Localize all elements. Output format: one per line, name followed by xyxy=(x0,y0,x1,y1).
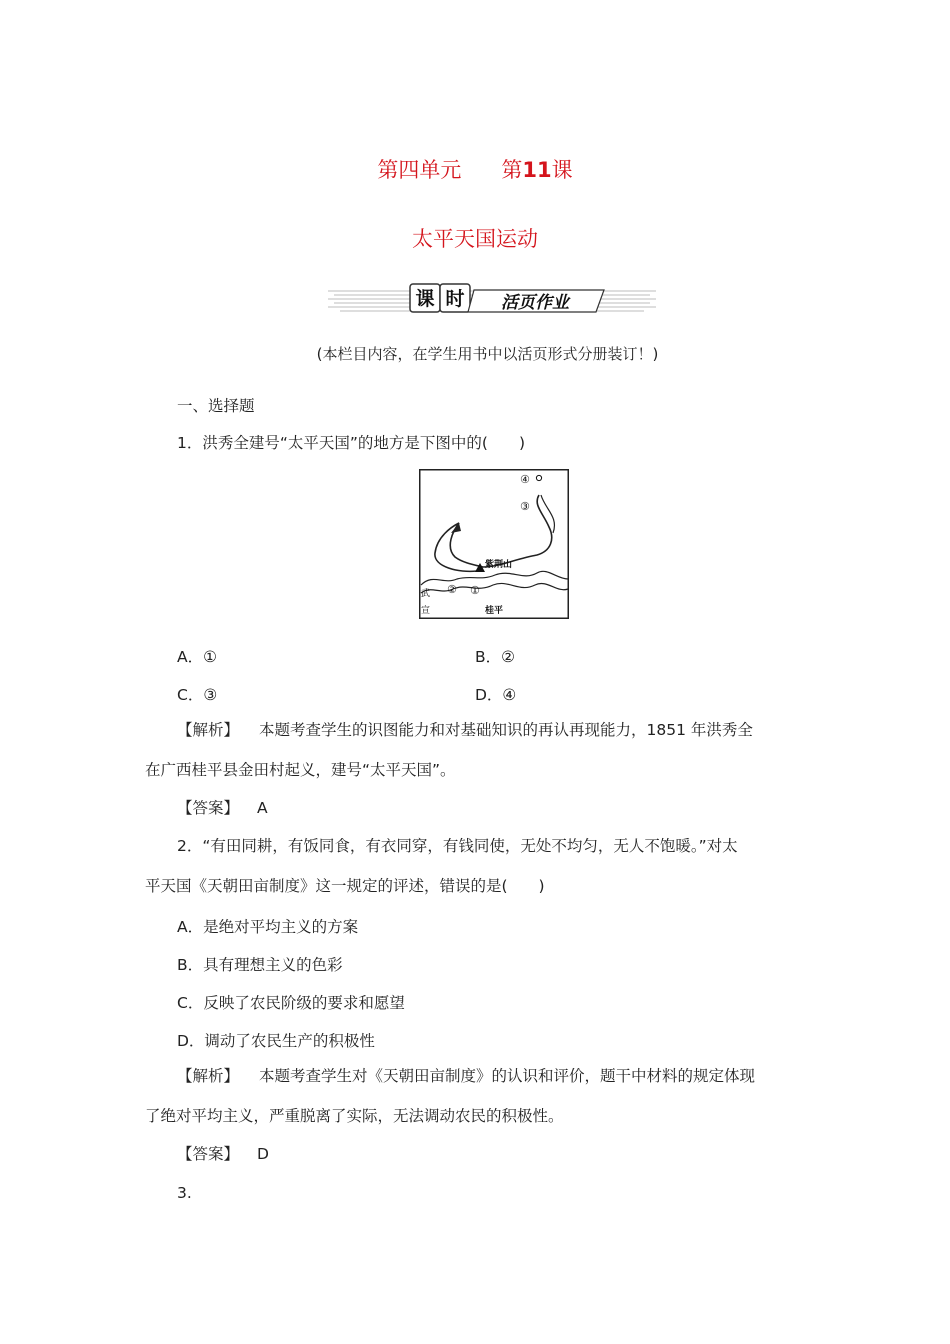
q1-analysis xyxy=(177,720,753,740)
q1-analysis-text-2: 在广西桂平县金田村起义，建号“太平天国”。 xyxy=(145,761,456,779)
q2-option-c: C．反映了农民阶级的要求和愿望 xyxy=(177,994,405,1012)
q2-option-a: A．是绝对平均主义的方案 xyxy=(177,918,359,936)
banner-badge-2: 时 xyxy=(445,288,465,310)
unit-lesson-title xyxy=(0,154,950,184)
lesson-subtitle: 太平天国运动 xyxy=(412,227,538,251)
map-label-xuan: 宣 xyxy=(421,606,431,616)
q2-option-b: B．具有理想主义的色彩 xyxy=(177,956,343,974)
q1-option-b: B．② xyxy=(475,648,516,666)
map-label-mountain: 紫荆山 xyxy=(485,560,513,570)
q2-analysis-tag: 【解析】 xyxy=(177,1067,240,1085)
q2-analysis xyxy=(177,1066,755,1086)
q2-analysis-text-1: 本题考查学生对《天朝田亩制度》的认识和评价，题干中材料的规定体现 xyxy=(259,1067,756,1085)
q1-answer xyxy=(177,798,268,818)
worksheet-banner xyxy=(328,282,656,318)
q1-option-a: A．① xyxy=(177,648,217,666)
lesson-suffix: 课 xyxy=(551,158,573,182)
binding-note: (本栏目内容，在学生用书中以活页形式分册装订！) xyxy=(316,345,659,363)
q1-option-c: C．③ xyxy=(177,686,218,704)
lesson-prefix: 第 xyxy=(501,158,523,182)
q1-option-d: D．④ xyxy=(475,686,517,704)
unit-label: 第四单元 xyxy=(377,158,462,182)
map-label-wu: 武 xyxy=(421,589,431,599)
map-label-guiping: 桂平 xyxy=(485,606,504,616)
q2-answer xyxy=(177,1144,269,1164)
map-marker-1: ① xyxy=(470,584,480,597)
lesson-number: 11 xyxy=(522,158,552,182)
q2-answer-tag: 【答案】 xyxy=(177,1145,240,1163)
section-title: 一、选择题 xyxy=(177,397,255,415)
banner-label: 活页作业 xyxy=(501,293,569,313)
q1-stem: 1．洪秀全建号“太平天国”的地方是下图中的( ) xyxy=(177,434,526,452)
q2-stem-1: 2．“有田同耕，有饭同食，有衣同穿，有钱同使，无处不均匀，无人不饱暖。”对太 xyxy=(177,837,738,855)
taiping-route-map xyxy=(419,469,569,619)
q3-stem: 3. xyxy=(177,1184,192,1202)
q2-answer-value: D xyxy=(257,1145,269,1163)
q1-analysis-text-1: 本题考查学生的识图能力和对基础知识的再认再现能力，1851 年洪秀全 xyxy=(259,721,753,739)
q2-stem-2: 平天国《天朝田亩制度》这一规定的评述，错误的是( ) xyxy=(145,877,545,895)
q1-answer-value: A xyxy=(257,799,268,817)
map-marker-2: ② xyxy=(447,583,457,596)
q2-option-d: D．调动了农民生产的积极性 xyxy=(177,1032,375,1050)
map-marker-3: ③ xyxy=(520,500,530,513)
map-marker-4: ④ xyxy=(520,473,530,486)
q1-analysis-tag: 【解析】 xyxy=(177,721,240,739)
q2-analysis-text-2: 了绝对平均主义，严重脱离了实际，无法调动农民的积极性。 xyxy=(145,1107,564,1125)
q1-answer-tag: 【答案】 xyxy=(177,799,240,817)
banner-badge-1: 课 xyxy=(415,288,435,310)
